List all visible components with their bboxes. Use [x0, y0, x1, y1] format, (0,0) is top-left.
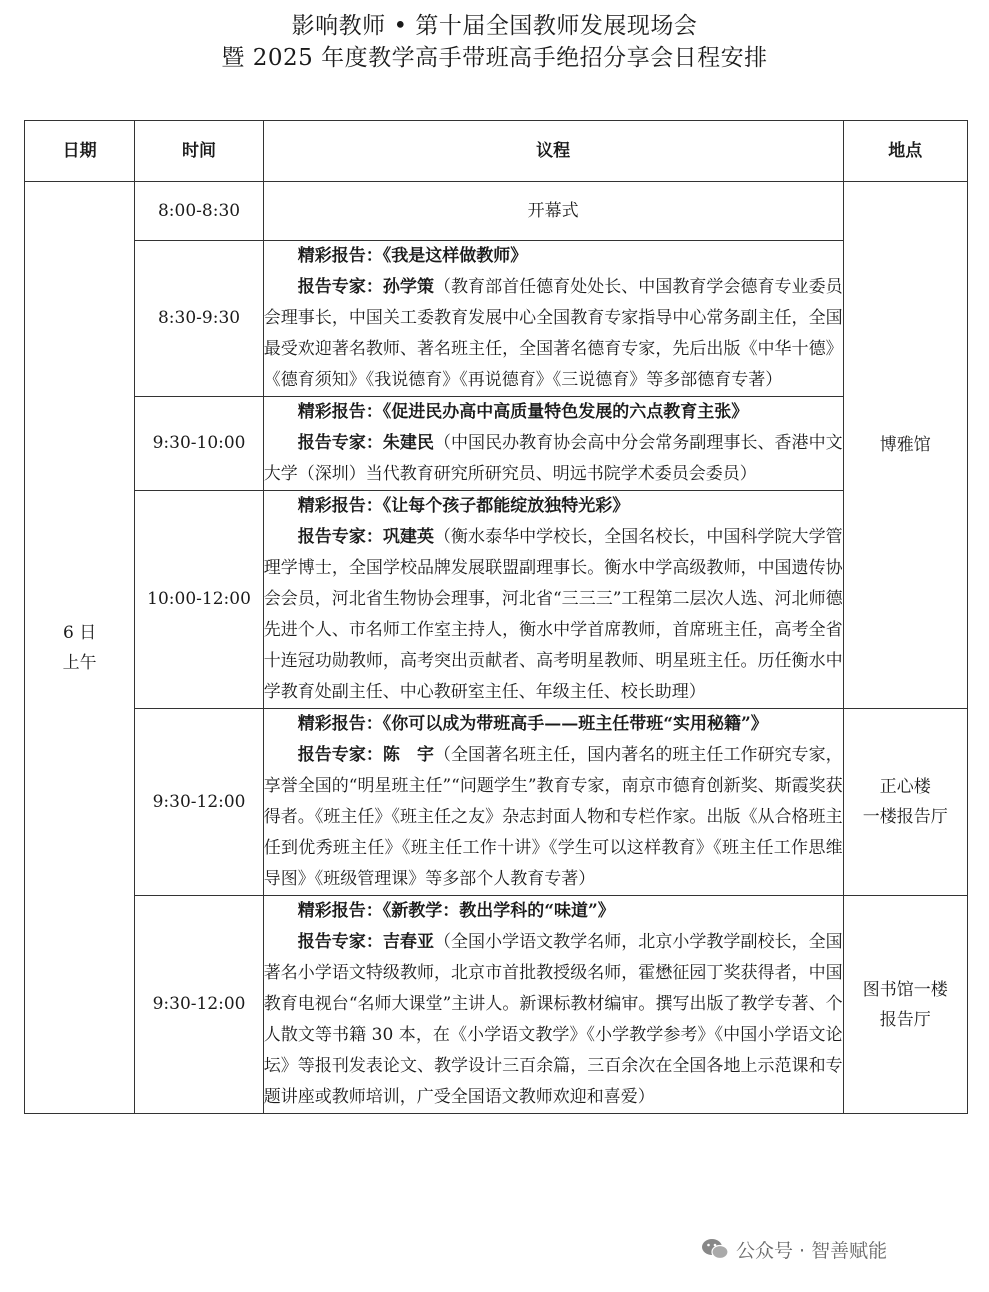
schedule-table — [24, 120, 968, 1114]
date-day: 6 日 — [63, 622, 97, 643]
header-date: 日期 — [25, 121, 135, 182]
report-label: 精彩报告： — [297, 901, 383, 921]
wechat-icon — [700, 1237, 730, 1261]
report-line — [264, 491, 843, 522]
expert-name: 巩建英 — [382, 527, 434, 547]
report-title: 《你可以成为带班高手——班主任带班“实用秘籍”》 — [382, 714, 768, 734]
report-label: 精彩报告： — [297, 402, 383, 422]
location-line-2: 一楼报告厅 — [862, 807, 948, 827]
session-time: 9:30-12:00 — [135, 709, 263, 896]
location-line-1: 正心楼 — [879, 777, 931, 797]
expert-label: 报告专家： — [297, 745, 383, 765]
expert-name: 陈 宇 — [382, 745, 434, 765]
location-cell: 博雅馆 — [843, 182, 967, 709]
report-line — [264, 896, 843, 927]
report-title: 《我是这样做教师》 — [382, 246, 528, 266]
session-time: 9:30-12:00 — [135, 896, 263, 1114]
table-row — [25, 397, 968, 491]
header-time: 时间 — [135, 121, 263, 182]
session-time: 10:00-12:00 — [135, 491, 263, 709]
report-label: 精彩报告： — [297, 714, 383, 734]
session-agenda — [263, 397, 843, 491]
session-agenda — [263, 491, 843, 709]
report-title: 《让每个孩子都能绽放独特光彩》 — [382, 496, 630, 516]
session-time: 8:30-9:30 — [135, 241, 263, 397]
session-agenda — [263, 709, 843, 896]
report-title: 《新教学：教出学科的“味道”》 — [382, 901, 615, 921]
expert-line — [264, 428, 843, 490]
report-label: 精彩报告： — [297, 496, 383, 516]
location-cell — [843, 709, 967, 896]
report-line — [264, 709, 843, 740]
expert-label: 报告专家： — [297, 277, 383, 297]
expert-bio: （衡水泰华中学校长，全国名校长，中国科学院大学管理学博士，全国学校品牌发展联盟副理事长。衡水中学高级教师，中国遗传协会会员，河北省生物协会理事，河北省“三三三”工程第二层次人选、河北师德先进个人、市名师工作室主持人，衡水中学首席教师，首席班主任，高考全省十连冠功勋教师，高考突出贡献者、高考明星教师、明星班主任。历任衡水中学教育处副主任、中心教研室主任、年级主任、校长助理） — [263, 527, 843, 702]
location-line-2: 报告厅 — [879, 1009, 931, 1030]
expert-bio: （中国民办教育协会高中分会常务副理事长、香港中文大学（深圳）当代教育研究所研究员、明远书院学术委员会委员） — [263, 433, 843, 484]
page-title — [0, 10, 989, 74]
expert-line — [264, 740, 843, 895]
watermark — [700, 1232, 970, 1266]
expert-label: 报告专家： — [297, 932, 383, 952]
report-line — [264, 397, 843, 428]
table-row — [25, 182, 968, 241]
location-cell — [843, 896, 967, 1114]
session-time: 8:00-8:30 — [135, 182, 263, 241]
location-line-1: 图书馆一楼 — [862, 979, 948, 1000]
expert-name: 朱建民 — [382, 433, 434, 453]
table-row — [25, 241, 968, 397]
report-line — [264, 241, 843, 272]
session-title: 开幕式 — [263, 182, 843, 241]
expert-line — [264, 522, 843, 708]
expert-name: 吉春亚 — [382, 932, 434, 952]
report-label: 精彩报告： — [297, 246, 383, 266]
title-line-2: 暨 2025 年度教学高手带班高手绝招分享会日程安排 — [221, 45, 768, 71]
session-time: 9:30-10:00 — [135, 397, 263, 491]
header-location: 地点 — [843, 121, 967, 182]
session-agenda — [263, 241, 843, 397]
report-title: 《促进民办高中高质量特色发展的六点教育主张》 — [382, 402, 749, 422]
expert-bio: （全国著名班主任，国内著名的班主任工作研究专家，享誉全国的“明星班主任”“问题学生”教育专家，南京市德育创新奖、斯霞奖获得者。《班主任》《班主任之友》杂志封面人物和专栏作家。出版《从合格班主任到优秀班主任》《班主任工作十讲》《学生可以这样教育》《班主任工作思维导图》《班级管理课》等多部个人教育专著） — [263, 745, 843, 889]
header-row — [25, 121, 968, 182]
expert-line — [264, 272, 843, 396]
expert-label: 报告专家： — [297, 527, 383, 547]
table-row — [25, 709, 968, 896]
expert-bio: （全国小学语文教学名师，北京小学教学副校长，全国著名小学语文特级教师，北京市首批教授级名师，霍懋征园丁奖获得者，中国教育电视台“名师大课堂”主讲人。新课标教材编审。撰写出版了教学专著、个人散文等书籍 30 本，在《小学语文教学》《小学教学参考》《中国小学语文论坛》等报刊发表论文、教学设计三百余篇，三百余次在全国各地上示范课和专题讲座或教师培训，广受全国语文教师欢迎和喜爱） — [263, 932, 843, 1107]
expert-bio: （教育部首任德育处处长、中国教育学会德育专业委员会理事长，中国关工委教育发展中心全国教育专家指导中心常务副主任，全国最受欢迎著名教师、著名班主任，全国著名德育专家，先后出版《中华十德》《德育须知》《我说德育》《再说德育》《三说德育》等多部德育专著） — [263, 277, 843, 390]
title-line-1: 影响教师 • 第十届全国教师发展现场会 — [291, 13, 698, 39]
date-period: 上午 — [62, 652, 97, 673]
session-agenda — [263, 896, 843, 1114]
table-row — [25, 896, 968, 1114]
header-agenda: 议程 — [263, 121, 843, 182]
expert-line — [264, 927, 843, 1113]
table-row — [25, 491, 968, 709]
expert-name: 孙学策 — [382, 277, 434, 297]
date-cell — [25, 182, 135, 1114]
watermark-text: 公众号 · 智善赋能 — [736, 1239, 888, 1262]
expert-label: 报告专家： — [297, 433, 383, 453]
